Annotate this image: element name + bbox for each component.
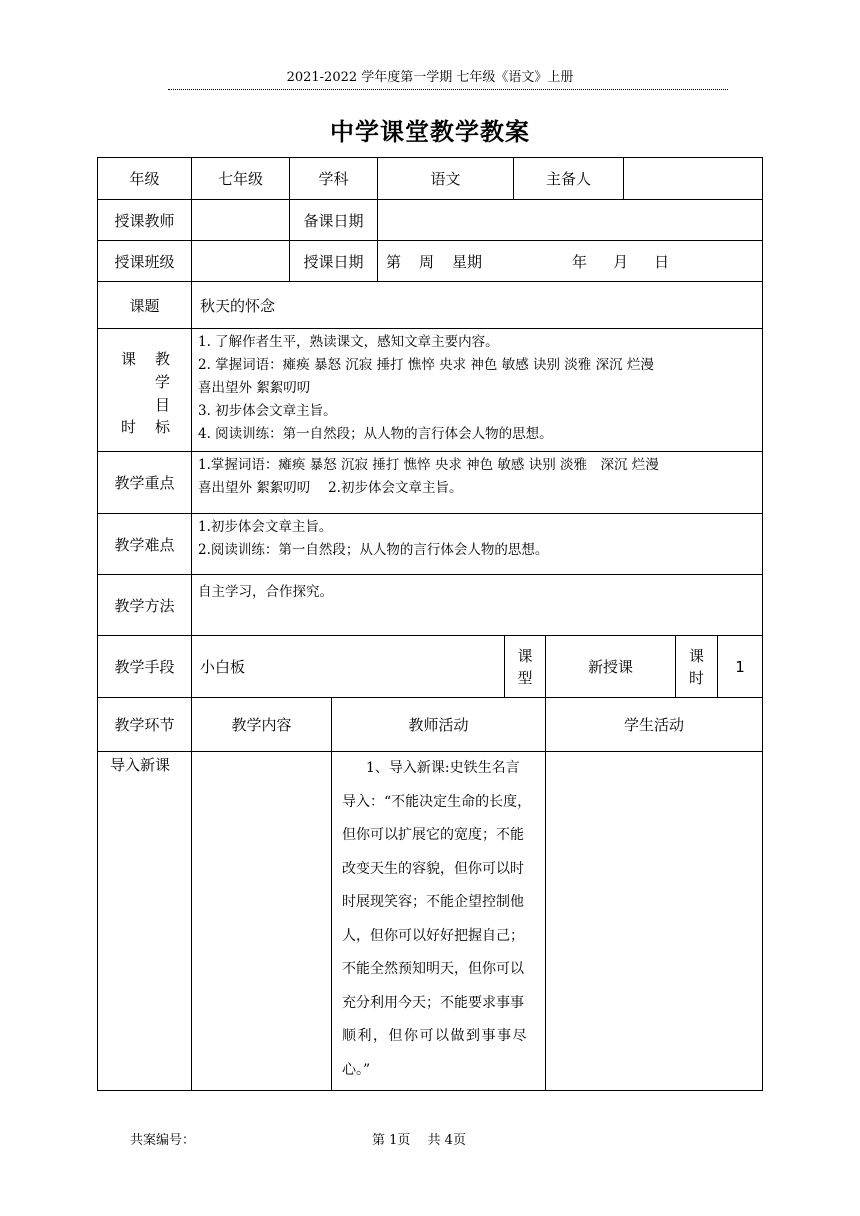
year-label: 年	[572, 252, 588, 271]
month-label: 月	[613, 252, 629, 271]
day-label: 日	[654, 252, 670, 271]
goal-line: 3. 初步体会文章主旨。	[198, 403, 337, 419]
prep-date-value[interactable]	[378, 200, 762, 241]
means-label: 教学手段	[98, 636, 192, 698]
stage-column-header: 教学环节	[98, 698, 192, 752]
subject-value[interactable]	[378, 158, 514, 200]
teacher-label: 授课教师	[98, 200, 192, 241]
topic-value[interactable]: 秋天的怀念	[192, 282, 762, 329]
key-point-line: 喜出望外 絮絮叨叨 2.初步体会文章主旨。	[198, 480, 463, 496]
intro-teacher-activity[interactable]	[332, 752, 546, 1090]
teacher-activity-line: 人，但你可以好好把握自己；	[342, 927, 524, 944]
class-hours-value[interactable]: 1	[718, 636, 762, 698]
intro-stage-label: 导入新课	[110, 756, 171, 774]
teach-date-value[interactable]	[378, 241, 762, 282]
content-column-header: 教学内容	[192, 698, 332, 752]
teach-date-label: 授课日期	[290, 241, 378, 282]
author-label: 主备人	[514, 158, 624, 200]
class-value[interactable]	[192, 241, 290, 282]
teacher-activity-line: 不能全然预知明天，但你可以	[342, 961, 524, 977]
course-type-value[interactable]: 新授课	[546, 636, 676, 698]
teacher-activity-line: 顺利，但你可以做到事事尽	[342, 1028, 528, 1044]
means-value[interactable]: 小白板	[192, 636, 505, 698]
weekday-label: 星期	[452, 252, 483, 271]
intro-content[interactable]	[192, 752, 332, 1090]
key-point-line: 1.掌握词语：瘫痪 暴怒 沉寂 捶打 憔悴 央求 神色 敏感 诀别 淡雅 深沉 烂漫	[198, 457, 659, 473]
week-prefix: 第	[386, 252, 402, 271]
goal-line: 喜出望外 絮絮叨叨	[198, 380, 311, 396]
teacher-value[interactable]	[192, 200, 290, 241]
week-suffix: 周	[419, 252, 435, 271]
difficulties-label: 教学难点	[98, 514, 192, 575]
subject-label: 学科	[290, 158, 378, 200]
teacher-activity-line: 改变天生的容貌，但你可以时	[342, 860, 524, 877]
key-points-content[interactable]	[192, 452, 762, 514]
intro-student-activity[interactable]	[546, 752, 762, 1090]
difficulty-line: 1.初步体会文章主旨。	[198, 519, 333, 535]
goals-content[interactable]	[192, 329, 762, 452]
goals-label: 课 教 学 目 时 标	[98, 329, 192, 452]
page-title: 中学课堂教学教案	[330, 118, 530, 146]
intro-stage	[98, 752, 192, 1090]
method-content[interactable]: 自主学习，合作探究。	[192, 575, 762, 636]
difficulties-content[interactable]	[192, 514, 762, 575]
teacher-activity-line: 1、导入新课:史铁生名言	[366, 760, 520, 776]
key-points-label: 教学重点	[98, 452, 192, 514]
teacher-activity-line: 时展现笑容；不能企望控制他	[342, 894, 524, 910]
class-label: 授课班级	[98, 241, 192, 282]
course-type-label: 课 型	[505, 636, 546, 698]
header-divider	[168, 89, 728, 90]
difficulty-line: 2.阅读训练：第一自然段；从人物的言行体会人物的思想。	[198, 542, 549, 558]
case-code-label: 共案编号：	[130, 1133, 196, 1148]
teacher-activity-line: 导入：“不能决定生命的长度，	[342, 793, 532, 810]
goal-line: 4. 阅读训练：第一自然段；从人物的言行体会人物的思想。	[198, 426, 553, 442]
prep-date-label: 备课日期	[290, 200, 378, 241]
topic-label: 课题	[98, 282, 192, 329]
grade-text: 七年级	[217, 170, 263, 188]
teacher-activity-line: 心。”	[342, 1061, 371, 1078]
student-activity-header: 学生活动	[546, 698, 762, 752]
teacher-activity-line: 充分利用今天；不能要求事事	[342, 994, 524, 1011]
document-header: 2021-2022 学年度第一学期 七年级《语文》上册	[286, 70, 574, 85]
teacher-activity-line: 但你可以扩展它的宽度；不能	[342, 827, 524, 843]
method-label: 教学方法	[98, 575, 192, 636]
teacher-activity-header: 教师活动	[332, 698, 546, 752]
grade-label: 年级	[98, 158, 192, 200]
goal-line: 1. 了解作者生平，熟读课文，感知文章主要内容。	[198, 334, 499, 350]
goal-line: 2. 掌握词语：瘫痪 暴怒 沉寂 捶打 憔悴 央求 神色 敏感 诀别 淡雅 深沉 烂漫	[198, 357, 654, 373]
page-number: 第 1页 共 4页	[372, 1133, 466, 1148]
class-hours-label: 课 时	[676, 636, 718, 698]
author-value[interactable]	[624, 158, 762, 200]
lesson-plan-table	[97, 157, 763, 1091]
grade-value[interactable]	[192, 158, 290, 200]
subject-text: 语文	[430, 170, 461, 188]
